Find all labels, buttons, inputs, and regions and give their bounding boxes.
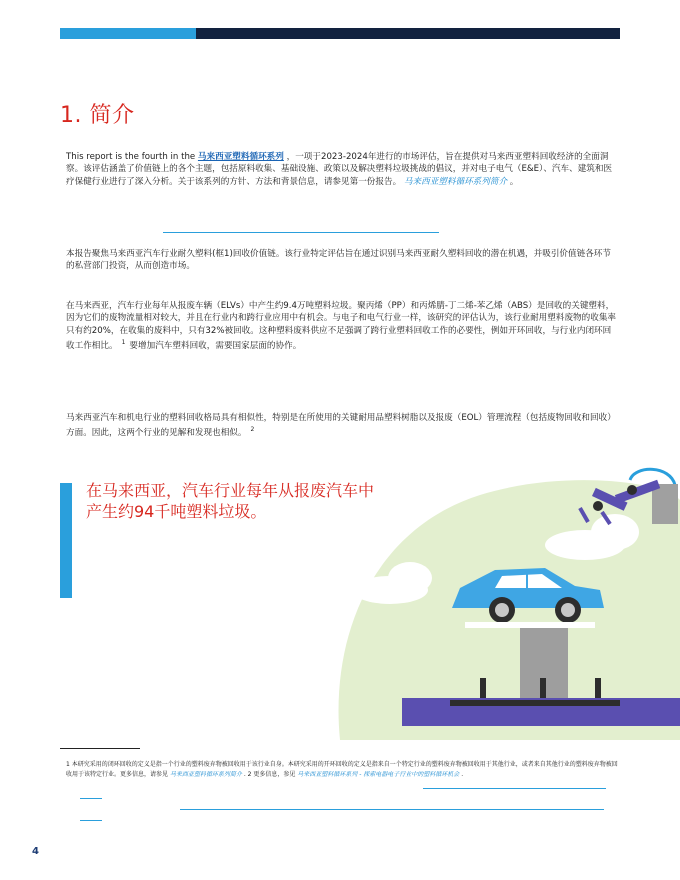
footnote-link-rule-3 bbox=[180, 809, 604, 810]
focus-paragraph: 本报告聚焦马来西亚汽车行业耐久塑料(框1)回收价值链。该行业特定评估旨在通过识别马来西亚耐久塑料回收的潜在机遇，并吸引价值链各环节的私营部门投资，从而创造市场。 bbox=[66, 249, 611, 272]
footnote-ref-1[interactable]: 1 bbox=[121, 339, 126, 347]
footnote-part2: . 2 更多信息，参见 bbox=[241, 771, 298, 778]
page-number: 4 bbox=[32, 846, 39, 857]
series-link[interactable]: 马来西亚塑料循环系列 bbox=[197, 152, 284, 162]
section-title: 1. 简介 bbox=[60, 103, 135, 128]
footnote-link-rule-1 bbox=[423, 788, 606, 789]
intro-suffix: 。 bbox=[507, 176, 519, 187]
similarity-text: 马来西亚汽车和机电行业的塑料回收格局具有相似性，特别是在所使用的关键耐用品塑料树脂以及报废（EOL）管理流程（包括废物回收和回收）方面。因此，这两个行业的见解和发现也相似。 bbox=[66, 413, 616, 439]
series-intro-link[interactable]: 马来西亚塑料循环系列简介 bbox=[403, 176, 508, 187]
footnote-rule bbox=[60, 748, 140, 749]
pull-quote: 在马来西亚，汽车行业每年从报废汽车中产生约94千吨塑料垃圾。 bbox=[86, 481, 375, 521]
footnote-link-2[interactable]: 马来西亚塑料循环系列 - 探索电器电子行业中的塑料循环机会 bbox=[297, 771, 460, 778]
pull-quote-bar bbox=[60, 483, 72, 598]
intro-middle: ，一项于2023-2024年进行的市场评估，旨在提供对马来西亚塑料回收经济的全面洞察。该评估涵盖了价值链上的各个主题，包括原料收集、基础设施、政策以及解决塑料垃圾挑战的倡议，并对电子电气（E&E）、汽车、建筑和医疗保健行业进行了深入分析。关于该系列的方针、方法和背景信息，请参见第一份报告。 bbox=[66, 152, 613, 187]
footnote-link-rule-4 bbox=[80, 820, 102, 821]
automotive-text: 在马来西亚，汽车行业每年从报废车辆（ELVs）中产生约9.4万吨塑料垃圾。聚丙烯（PP）和丙烯腈-丁二烯-苯乙烯（ABS）是回收的关键塑料，因为它们的废物流量相对较大，并且在行业内和跨行业应用中有机会。与电子和电气行业一样，该研究的评估认为，该行业耐用塑料废物的收集率只有约20%，在收集的废料中，只有32%被回收。这种塑料废料供应不足强调了跨行业塑料回收工作的必要性，例如开环回收，与行业内闭环回收工作相比。 bbox=[66, 301, 617, 352]
intro-paragraph bbox=[66, 151, 619, 188]
header-navy-bar bbox=[196, 28, 620, 39]
lift-platform bbox=[465, 622, 595, 628]
footnote-part3: . bbox=[459, 771, 464, 778]
automotive-paragraph bbox=[66, 300, 619, 352]
footnote-ref-2[interactable]: 2 bbox=[250, 426, 255, 434]
link-underline-rule bbox=[163, 232, 439, 233]
header-accent-bar bbox=[60, 28, 196, 39]
footnotes bbox=[66, 760, 620, 780]
footnote-link-rule-2 bbox=[80, 798, 102, 799]
similarity-paragraph bbox=[66, 412, 619, 440]
intro-prefix: This report is the fourth in the bbox=[66, 152, 198, 162]
footnote-part1: 1 本研究采用的闭环回收的定义是指一个行业的塑料废弃物被回收用于该行业自身。本研究采用的开环回收的定义是指来自一个特定行业的塑料废弃物被回收用于其他行业，或者来自其他行业的塑料废弃物被回收用于该特定行业。更多信息，请参见 bbox=[66, 761, 618, 778]
footnote-link-1[interactable]: 马来西亚塑料循环系列简介 bbox=[169, 771, 242, 778]
automotive-tail: 要增加汽车塑料回收，需要国家层面的协作。 bbox=[129, 341, 302, 352]
car-lift-illustration bbox=[330, 460, 680, 740]
